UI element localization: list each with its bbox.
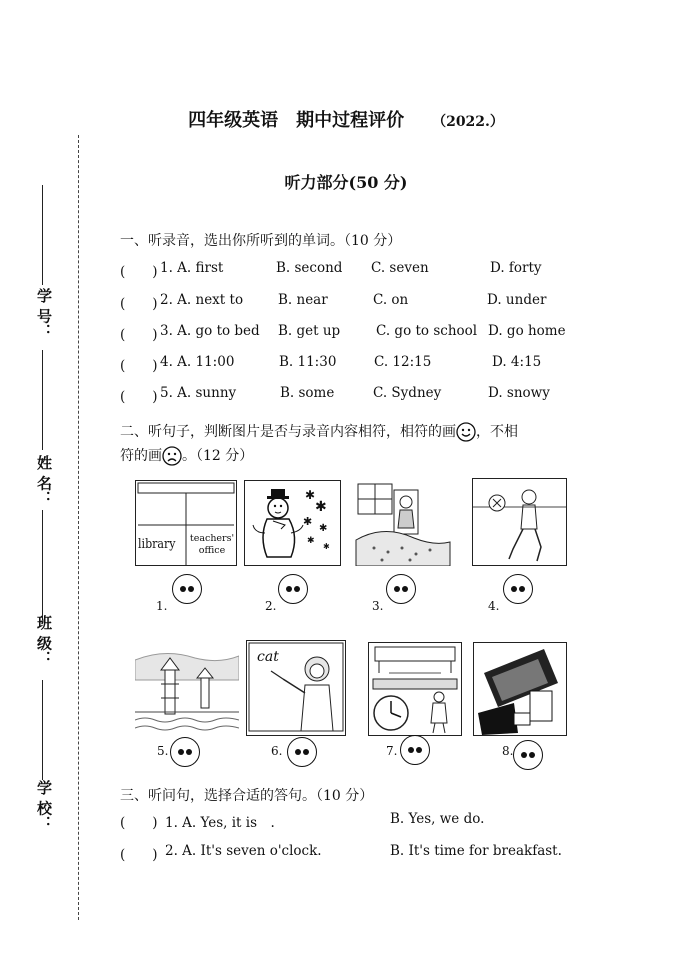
option-a: 2. A. next to [160,292,244,308]
s1-question-1 [120,260,590,280]
board-word: cat [257,649,279,665]
option-a: 5. A. sunny [160,385,237,401]
picture-number-8: 8. [502,744,514,758]
s1-question-2 [120,292,590,312]
page-subtitle: 听力部分(50 分) [284,173,408,192]
answer-face-8-icon[interactable] [513,740,543,770]
answer-face-6-icon[interactable] [287,737,317,767]
picture-8-dark-room [473,642,567,736]
picture-5-lake-pagoda [135,640,239,736]
school-line-a [42,680,43,780]
section2-heading-c: 符的画 [120,448,162,464]
option-c: C. Sydney [373,385,442,401]
smile-face-icon [456,422,476,442]
picture-number-7: 7. [386,744,398,758]
answer-paren[interactable]: ( ) [120,389,158,405]
picture-number-1: 1. [156,599,168,613]
option-d: D. go home [488,323,566,339]
option-a: 1. A. Yes, it is . [165,815,275,831]
section3-heading: 三、听问句，选择合适的答句。（10 分） [120,788,374,804]
answer-face-3-icon[interactable] [386,574,416,604]
option-b: B. get up [278,323,341,339]
option-a: 1. A. first [160,260,224,276]
picture-1-library [135,480,237,566]
answer-paren[interactable]: ( ) [120,327,158,343]
option-d: D. 4:15 [492,354,542,370]
section2-heading-b: ，不相 [476,424,518,440]
picture-2-snowman [244,480,341,566]
answer-paren[interactable]: ( ) [120,296,158,312]
s3-question-1 [120,811,580,831]
name-line-a [42,350,43,450]
option-a: 3. A. go to bed [160,323,260,339]
number-label: 学 号： [35,288,53,339]
office-label: teachers' office [189,533,235,556]
answer-face-4-icon[interactable] [503,574,533,604]
picture-number-6: 6. [271,744,283,758]
answer-face-1-icon[interactable] [172,574,202,604]
s1-question-4 [120,354,590,374]
option-d: D. under [487,292,547,308]
class-label: 班 级： [35,615,53,666]
option-d: D. snowy [488,385,550,401]
option-c: C. on [373,292,409,308]
svg-text:✱: ✱ [303,515,313,528]
answer-paren[interactable]: ( ) [120,264,158,280]
s1-question-3 [120,323,590,343]
picture-number-2: 2. [265,599,277,613]
library-label: library [138,537,176,552]
picture-6-teacher-board [246,640,346,736]
picture-4-football [472,478,567,566]
s1-question-5 [120,385,590,405]
title-text: 四年级英语 期中过程评价 [188,110,405,131]
frown-face-icon [162,446,182,466]
svg-text:✱: ✱ [319,523,328,534]
answer-face-5-icon[interactable] [170,737,200,767]
option-c: C. 12:15 [374,354,432,370]
answer-paren[interactable]: ( ) [120,815,158,831]
option-b: B. Yes, we do. [390,811,485,827]
binding-dashed-line [78,135,79,920]
answer-paren[interactable]: ( ) [120,358,158,374]
picture-number-4: 4. [488,599,500,613]
option-c: C. go to school [376,323,478,339]
option-c: C. seven [371,260,429,276]
s3-question-2 [120,843,580,863]
section1-heading: 一、听录音，选出你所听到的单词。（10 分） [120,233,402,249]
option-a: 4. A. 11:00 [160,354,235,370]
option-b: B. some [280,385,335,401]
option-b: B. near [278,292,328,308]
section2-heading-d: 。（12 分） [182,448,254,464]
picture-number-5: 5. [157,744,169,758]
svg-text:✱: ✱ [307,536,315,546]
option-d: D. forty [490,260,542,276]
section2-heading-a: 二、听句子，判断图片是否与录音内容相符，相符的画 [120,424,456,440]
picture-3-bed [354,480,452,566]
answer-face-7-icon[interactable] [400,735,430,765]
option-b: B. It's time for breakfast. [390,843,562,859]
answer-paren[interactable]: ( ) [120,847,158,863]
option-b: B. 11:30 [279,354,337,370]
svg-text:✱: ✱ [323,542,330,551]
picture-number-3: 3. [372,599,384,613]
section2-heading [120,420,580,468]
name-label: 姓 名： [35,455,53,506]
number-field-line [42,185,43,285]
answer-face-2-icon[interactable] [278,574,308,604]
school-label: 学 校： [35,780,53,831]
svg-text:✱: ✱ [305,488,316,502]
page-title [0,106,692,132]
title-year: （2022.） [432,114,504,130]
option-b: B. second [276,260,343,276]
option-a: 2. A. It's seven o'clock. [165,843,322,859]
svg-text:✱: ✱ [315,499,327,515]
picture-7-clock [368,642,462,736]
class-line-a [42,510,43,620]
